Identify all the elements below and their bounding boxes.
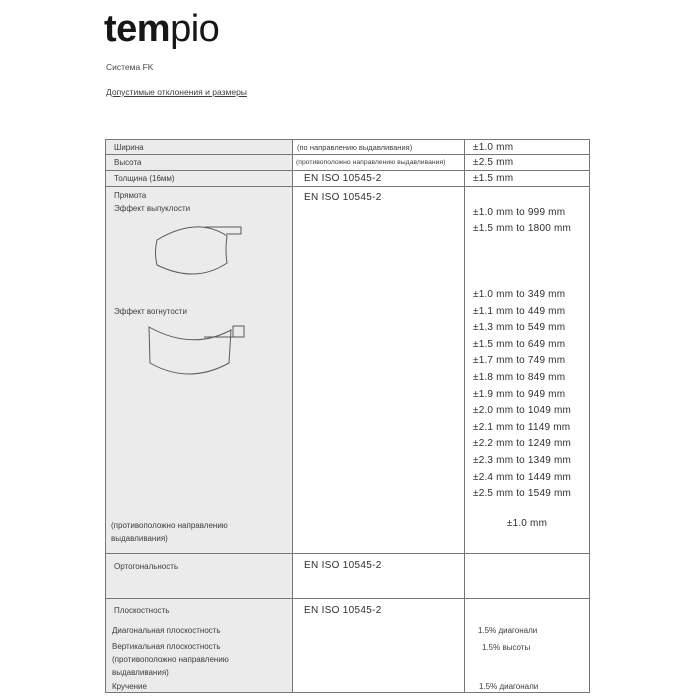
range-value-line: ±1.0 mm to 349 mm [473, 289, 566, 300]
row-thickness-method: EN ISO 10545-2 [293, 171, 465, 187]
range-value-line: ±1.3 mm to 549 mm [473, 322, 566, 334]
convexity-profile-icon [153, 223, 245, 285]
vertical-flatness-label: Вертикальная плоскостность [112, 642, 221, 651]
straightness-method: EN ISO 10545-2 [304, 192, 382, 203]
flatness-method: EN ISO 10545-2 [304, 605, 382, 616]
twist-label: Кручение [112, 682, 147, 691]
range-value-line: ±1.9 mm to 949 mm [473, 388, 566, 400]
row-width-label: Ширина [106, 140, 293, 155]
flatness-cell [106, 599, 293, 692]
range-value-line: ±2.1 mm to 1149 mm [473, 421, 571, 433]
convexity-label: Эффект выпуклости [114, 204, 191, 213]
row-thickness-label: Толщина (16мм) [106, 171, 293, 187]
straightness-top-value-2: ±1.5 mm to 1800 mm [473, 222, 572, 234]
flatness-method-cell [293, 599, 465, 692]
logo-light-part: pio [170, 8, 220, 50]
vertical-flatness-label-line2: (противоположно направлению [112, 655, 229, 664]
flatness-values-cell [465, 599, 589, 692]
orthogonality-method-cell [293, 554, 465, 599]
straightness-top-value-1: ±1.0 mm to 999 mm [473, 207, 566, 218]
concavity-label: Эффект вогнутости [114, 307, 187, 316]
diagonal-flatness-value: 1.5% диагонали [478, 626, 538, 635]
twist-value: 1.5% диагонали [479, 682, 539, 691]
diagonal-flatness-label: Диагональная плоскостность [112, 626, 221, 635]
straightness-top-values [473, 205, 571, 236]
row-height-label: Высота [106, 155, 293, 171]
range-value-line: ±2.5 mm to 1549 mm [473, 488, 572, 500]
system-label: Система FK [106, 62, 154, 72]
straightness-opposite-value: ±1.0 mm [506, 518, 548, 529]
orthogonality-cell [106, 554, 293, 599]
tempio-logo [104, 10, 219, 48]
range-value-line: ±2.2 mm to 1249 mm [473, 438, 572, 450]
range-value-line: ±2.3 mm to 1349 mm [473, 454, 572, 466]
row-height-value: ±2.5 mm [465, 155, 589, 171]
range-value-line: ±2.4 mm to 1449 mm [473, 471, 572, 483]
range-value-line: ±1.1 mm to 449 mm [473, 305, 566, 317]
tolerance-table [105, 139, 590, 693]
straightness-values-cell [465, 187, 589, 554]
straightness-method-cell [293, 187, 465, 554]
vertical-flatness-label-line3: выдавливания) [112, 668, 169, 677]
orthogonality-label: Ортогональность [114, 562, 179, 571]
tolerances-link[interactable]: Допустимые отклонения и размеры [106, 87, 247, 97]
range-value-line: ±2.0 mm to 1049 mm [473, 405, 572, 417]
row-thickness-value: ±1.5 mm [465, 171, 589, 187]
flatness-label: Плоскостность [114, 606, 170, 615]
range-value-line: ±1.5 mm to 649 mm [473, 338, 566, 350]
row-height-method: (противоположно направлению выдавливания) [293, 155, 465, 171]
orthogonality-method: EN ISO 10545-2 [304, 560, 382, 571]
straightness-label: Прямота [114, 191, 147, 200]
straightness-opposite-label: (противоположно направлению выдавливания) [111, 521, 228, 543]
straightness-range-values [473, 287, 571, 503]
vertical-flatness-value: 1.5% высоты [482, 643, 531, 652]
straightness-cell [106, 187, 293, 554]
logo-bold-part: tem [104, 8, 171, 50]
orthogonality-value-cell [465, 554, 589, 599]
range-value-line: ±1.7 mm to 749 mm [473, 355, 566, 367]
row-width-method: (по направлению выдавливания) [293, 140, 465, 155]
range-value-line: ±1.8 mm to 849 mm [473, 371, 566, 383]
row-width-value: ±1.0 mm [465, 140, 589, 155]
concavity-profile-icon [147, 323, 247, 381]
